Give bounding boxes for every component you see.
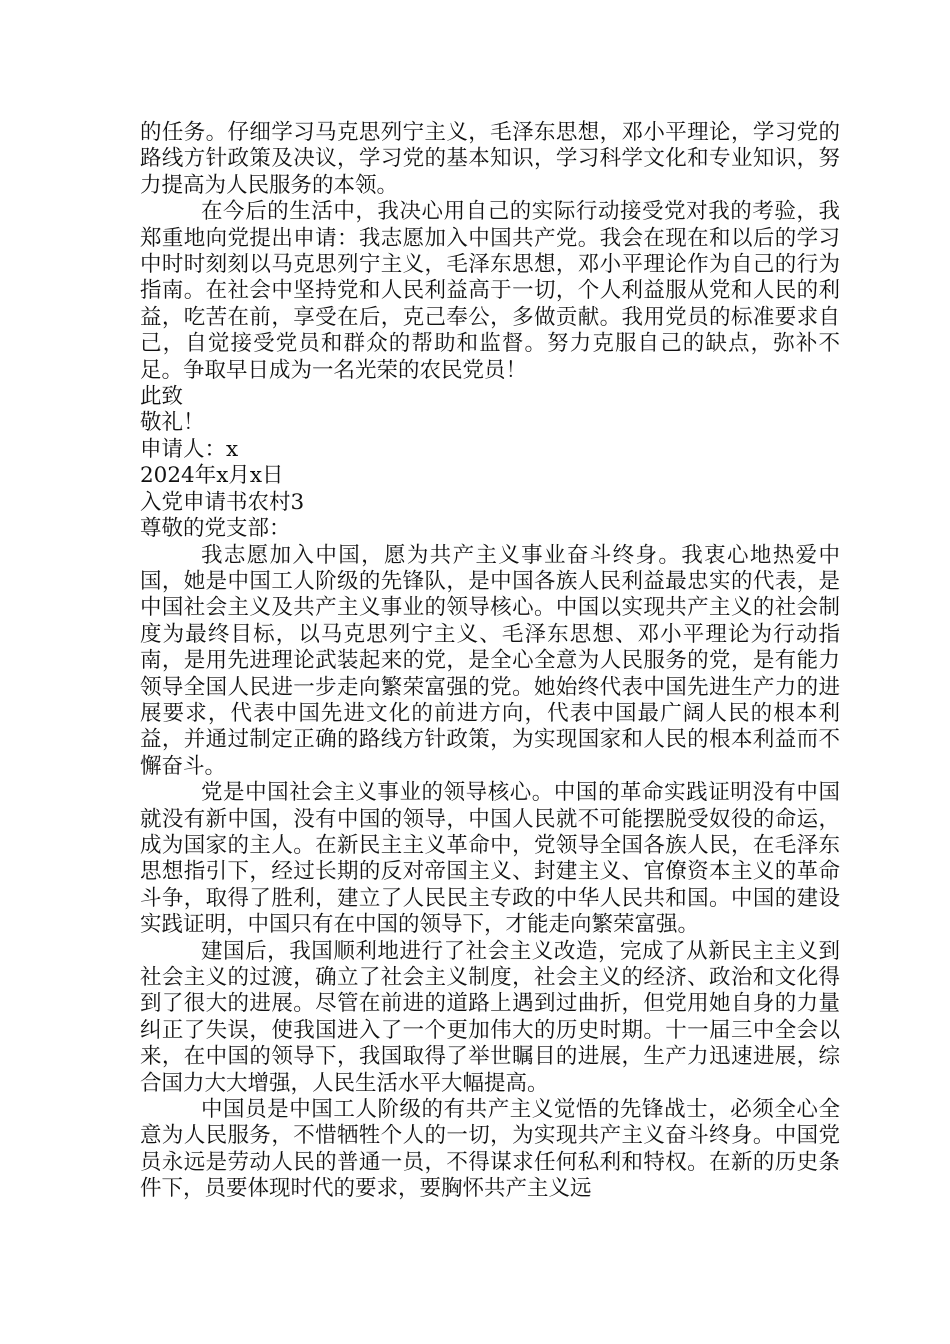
body-paragraph: 党是中国社会主义事业的领导核心。中国的革命实践证明没有中国就没有新中国，没有中国的领导，中国人民就不可能摆脱受奴役的命运，成为国家的主人。在新民主主义革命中，党领导全国各族人民，在毛泽东思想指引下，经过长期的反对帝国主义、封建主义、官僚资本主义的革命斗争，取得了胜利，建立了人民民主专政的中华人民共和国。中国的建设实践证明，中国只有在中国的领导下，才能走向繁荣富强。	[140, 780, 840, 938]
document-page	[140, 120, 840, 1203]
paragraph-resolution: 在今后的生活中，我决心用自己的实际行动接受党对我的考验，我郑重地向党提出申请：我志愿加入中国共产党。我会在现在和以后的学习中时时刻刻以马克思列宁主义，毛泽东思想，邓小平理论作为自己的行为指南。在社会中坚持党和人民利益高于一切，个人利益服从党和人民的利益，吃苦在前，享受在后，克己奉公，多做贡献。我用党员的标准要求自己，自觉接受党员和群众的帮助和监督。努力克服自己的缺点，弥补不足。争取早日成为一名光荣的农民党员！	[140, 199, 840, 383]
greeting: 尊敬的党支部：	[140, 516, 291, 542]
section-title: 入党申请书农村3	[140, 489, 305, 515]
applicant-signature: 申请人：x	[140, 436, 239, 462]
body-paragraph: 我志愿加入中国，愿为共产主义事业奋斗终身。我衷心地热爱中国，她是中国工人阶级的先锋队，是中国各族人民利益最忠实的代表，是中国社会主义及共产主义事业的领导核心。中国以实现共产主义的社会制度为最终目标，以马克思列宁主义、毛泽东思想、邓小平理论为行动指南，是用先进理论武装起来的党，是全心全意为人民服务的党，是有能力领导全国人民进一步走向繁荣富强的党。她始终代表中国先进生产力的进展要求，代表中国先进文化的前进方向，代表中国最广阔人民的根本利益，并通过制定正确的路线方针政策，为实现国家和人民的根本利益而不懈奋斗。	[140, 542, 840, 779]
body-paragraph: 中国员是中国工人阶级的有共产主义觉悟的先锋战士，必须全心全意为人民服务，不惜牺牲个人的一切，为实现共产主义奋斗终身。中国党员永远是劳动人民的普通一员，不得谋求任何私利和特权。在新的历史条件下，员要体现时代的要求，要胸怀共产主义远	[140, 1097, 840, 1202]
closing-salute: 此致	[140, 384, 184, 410]
signature-date: 2024年x月x日	[140, 463, 284, 489]
closing-regards: 敬礼！	[140, 410, 205, 436]
paragraph-continuation: 的任务。仔细学习马克思列宁主义，毛泽东思想，邓小平理论，学习党的路线方针政策及决议，学习党的基本知识，学习科学文化和专业知识，努力提高为人民服务的本领。	[140, 120, 840, 198]
body-paragraph: 建国后，我国顺利地进行了社会主义改造，完成了从新民主主义到社会主义的过渡，确立了社会主义制度，社会主义的经济、政治和文化得到了很大的进展。尽管在前进的道路上遇到过曲折，但党用她自身的力量纠正了失误，使我国进入了一个更加伟大的历史时期。十一届三中全会以来，在中国的领导下，我国取得了举世瞩目的进展，生产力迅速进展，综合国力大大增强，人民生活水平大幅提高。	[140, 938, 840, 1096]
